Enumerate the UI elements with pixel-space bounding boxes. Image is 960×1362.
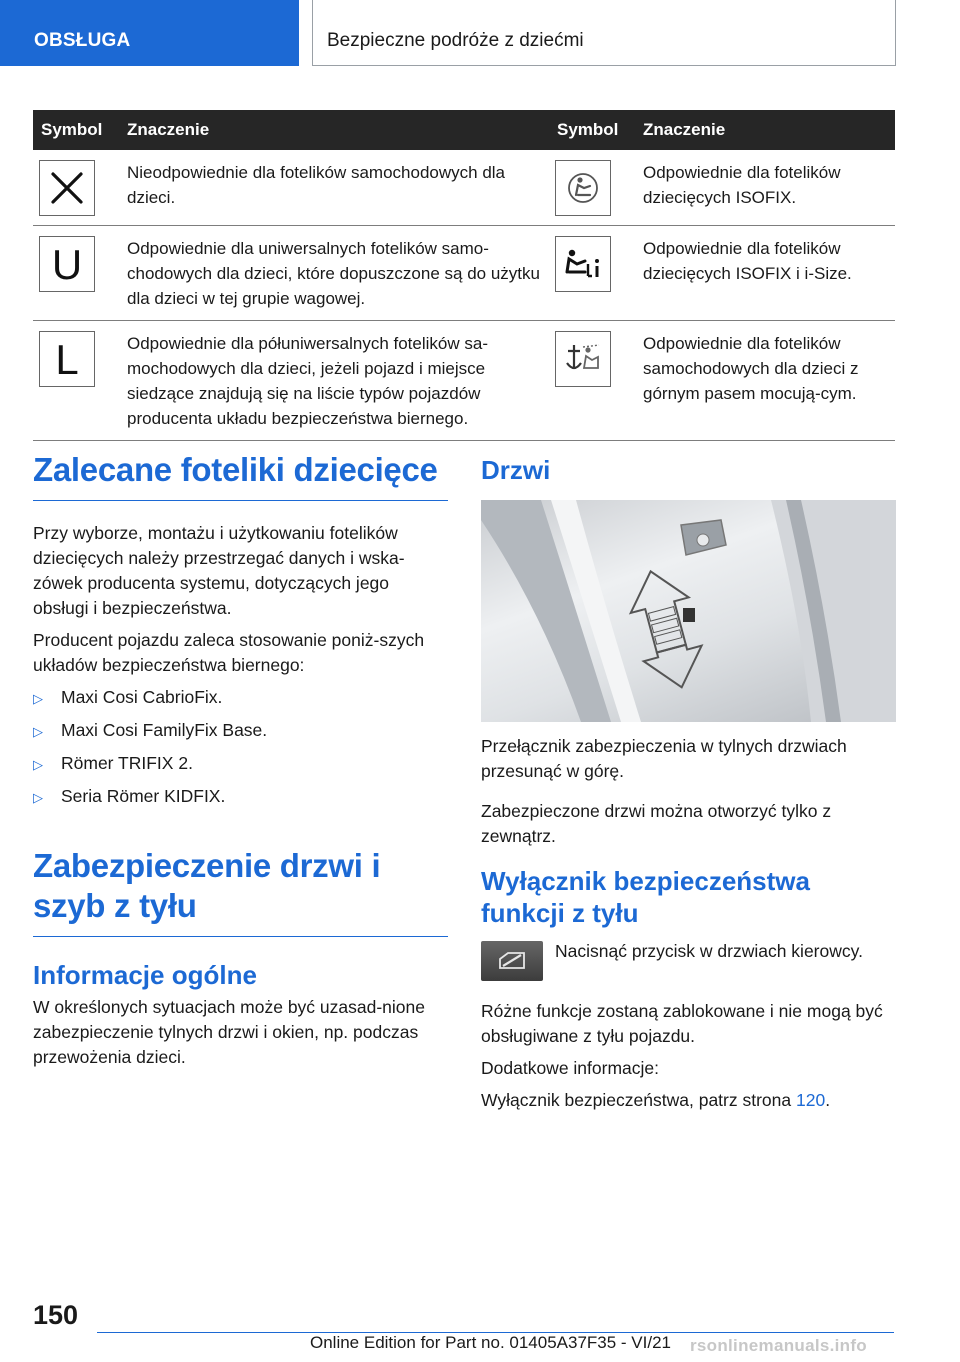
page-number: 150 bbox=[33, 1300, 79, 1330]
list-item: ▷ Maxi Cosi CabrioFix. bbox=[33, 685, 448, 711]
paragraph: Zabezpieczone drzwi można otworzyć tylko z zewnątrz. bbox=[481, 801, 832, 846]
list-item: ▷ Seria Römer KIDFIX. bbox=[33, 784, 448, 810]
section-title-door-lock: Zabezpieczenie drzwi i szyb z tyłu bbox=[33, 846, 448, 937]
subsection-title-safety-switch: Wyłącznik bezpieczeństwa funkcji z tyłu bbox=[481, 866, 810, 928]
watermark: rsonlinemanuals.info bbox=[690, 1336, 867, 1355]
column-header: Znaczenie bbox=[635, 110, 895, 150]
subsection-title-general: Informacje ogólne bbox=[33, 960, 257, 990]
triangle-bullet-icon: ▷ bbox=[33, 691, 43, 706]
table-header-row bbox=[33, 110, 895, 150]
column-header: Symbol bbox=[549, 110, 635, 150]
photo-caption: Przełącznik zabezpieczenia w tylnych drzwiach przesunąć w górę. bbox=[481, 736, 847, 781]
column-header: Symbol bbox=[33, 110, 119, 150]
x-icon bbox=[39, 160, 95, 216]
semi-universal-l-icon: L bbox=[39, 331, 95, 387]
page-header bbox=[0, 0, 960, 66]
right-column bbox=[481, 450, 896, 1113]
paragraph: Różne funkcje zostaną zablokowane i nie mogą być obsługiwane z tyłu pojazdu. bbox=[481, 1001, 883, 1046]
edition-label: Online Edition for Part no. 01405A37F35 - VI/21 bbox=[310, 1333, 672, 1352]
isofix-seat-icon bbox=[555, 160, 611, 216]
paragraph: Nacisnąć przycisk w drzwiach kierowcy. bbox=[555, 941, 863, 961]
triangle-bullet-icon: ▷ bbox=[33, 724, 43, 739]
section-title-doors: Drzwi bbox=[481, 455, 551, 485]
table-cell: Odpowiednie dla fotelików dziecięcych ISOFIX i i-Size. bbox=[635, 226, 895, 321]
top-tether-seat-icon bbox=[555, 331, 611, 387]
left-column bbox=[33, 450, 448, 1070]
door-child-lock-photo bbox=[481, 500, 896, 722]
table-cell: Odpowiednie dla półuniwersalnych fotelików sa-mochodowych dla dzieci, jeżeli pojazd i miejsce siedzące znajdują się na liście typów pojazdów producenta układu bezpieczeństwa biernego. bbox=[119, 321, 549, 441]
cross-reference: Wyłącznik bezpieczeństwa, patrz strona 120. bbox=[481, 1090, 831, 1110]
triangle-bullet-icon: ▷ bbox=[33, 790, 43, 805]
paragraph: Producent pojazdu zaleca stosowanie poniż-szych układów bezpieczeństwa biernego: bbox=[33, 630, 425, 675]
table-row bbox=[33, 226, 895, 321]
list-item: ▷ Römer TRIFIX 2. bbox=[33, 751, 448, 777]
list-item: ▷ Maxi Cosi FamilyFix Base. bbox=[33, 718, 448, 744]
symbol-table bbox=[33, 110, 895, 441]
table-cell: Odpowiednie dla fotelików dziecięcych ISOFIX. bbox=[635, 150, 895, 226]
paragraph: Dodatkowe informacje: bbox=[481, 1058, 659, 1078]
column-header: Znaczenie bbox=[119, 110, 549, 150]
triangle-bullet-icon: ▷ bbox=[33, 757, 43, 772]
paragraph: W określonych sytuacjach może być uzasad-nione zabezpieczenie tylnych drzwi i okien, np. podczas przewożenia dzieci. bbox=[33, 997, 425, 1067]
section-tab[interactable]: OBSŁUGA bbox=[0, 0, 299, 66]
table-cell: Odpowiednie dla uniwersalnych fotelików samo-chodowych dla dzieci, które dopuszczone są do użytku dla dzieci w tej grupie wagowej. bbox=[119, 226, 549, 321]
table-row bbox=[33, 321, 895, 441]
table-cell: Nieodpowiednie dla fotelików samochodowych dla dzieci. bbox=[119, 150, 549, 226]
universal-u-icon: U bbox=[39, 236, 95, 292]
window-lock-button-icon bbox=[481, 941, 543, 981]
section-title-child-seats: Zalecane foteliki dziecięce bbox=[33, 450, 448, 501]
button-instruction bbox=[481, 941, 896, 981]
table-cell: Odpowiednie dla fotelików samochodowych dla dzieci z górnym pasem mocują-cym. bbox=[635, 321, 895, 441]
paragraph: Przy wyborze, montażu i użytkowaniu fotelików dziecięcych należy przestrzegać danych i wska-zówek producenta systemu, dotyczących jego obsługi i bezpieczeństwa. bbox=[33, 523, 405, 618]
table-row bbox=[33, 150, 895, 226]
chapter-title: Bezpieczne podróże z dziećmi bbox=[312, 0, 896, 66]
page-link[interactable]: 120 bbox=[795, 1090, 826, 1110]
recommended-seat-list bbox=[33, 685, 448, 810]
isize-seat-icon bbox=[555, 236, 611, 292]
